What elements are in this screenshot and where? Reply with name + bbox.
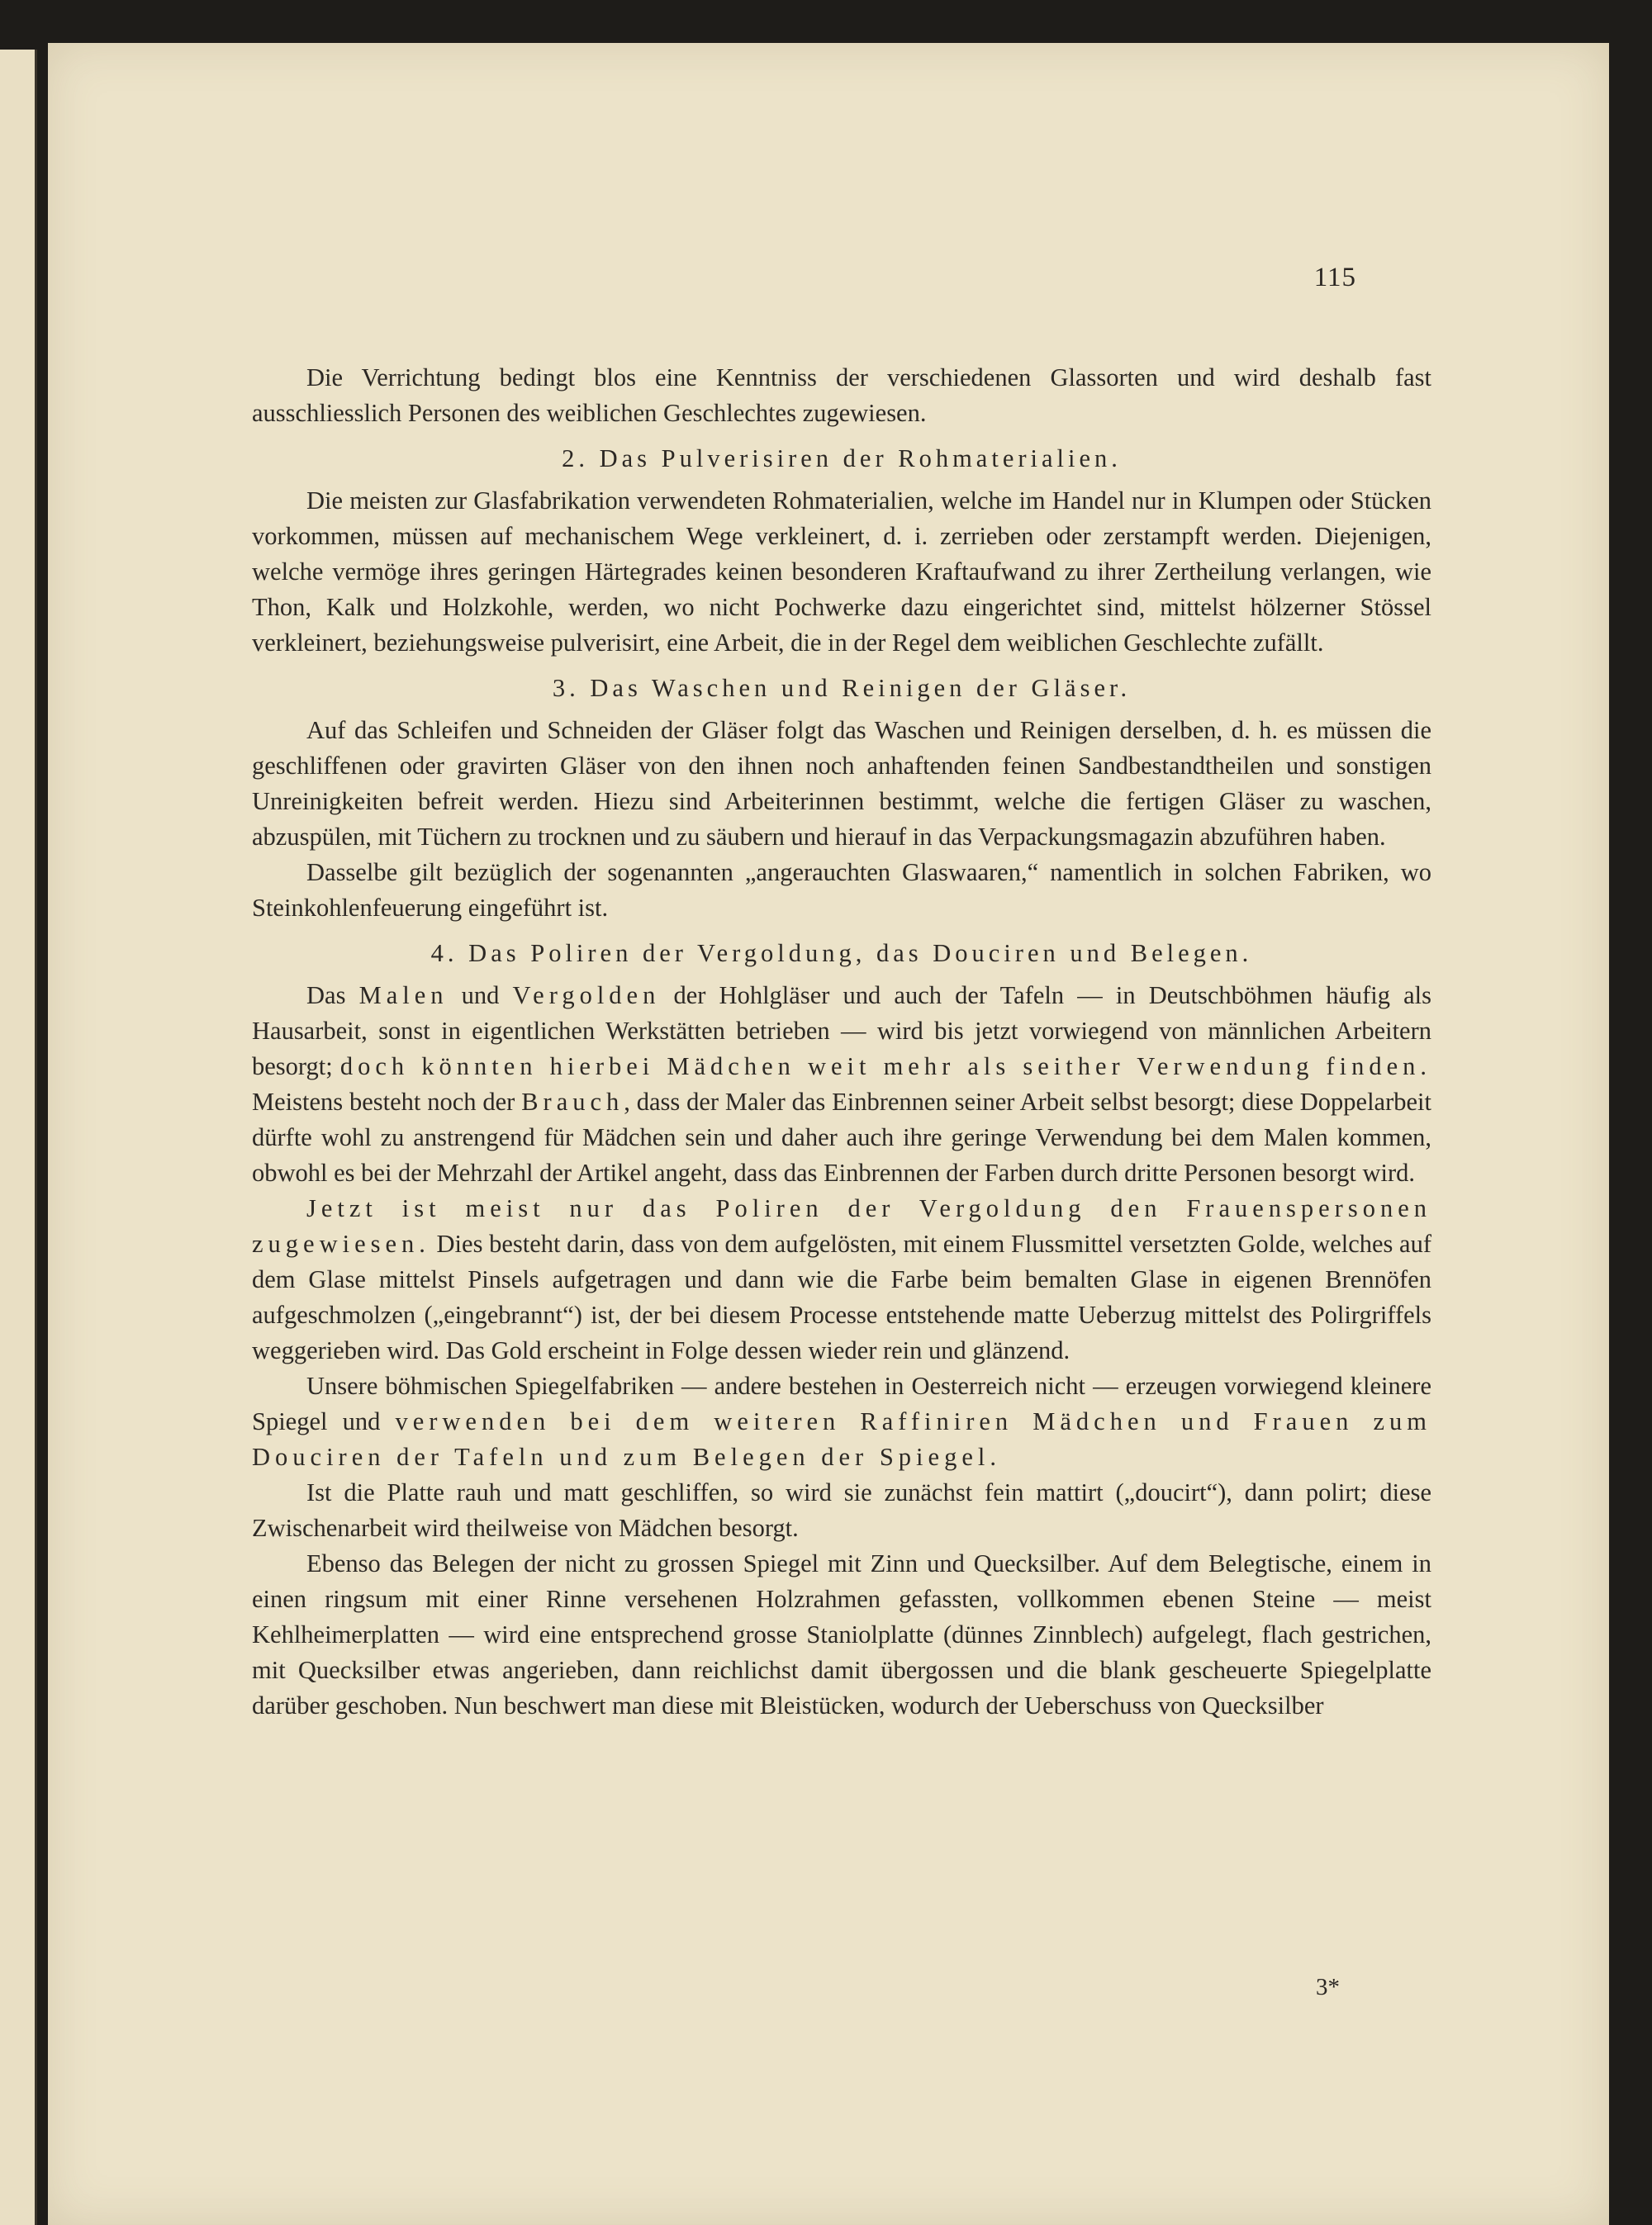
paragraph-spiegelfabriken: Unsere böhmischen Spiegelfabriken — andere bestehen in Oesterreich nicht — erzeugen vorwiegend kleinere Spiegel und verwenden bei dem weiteren Raffiniren Mädchen und Frauen zum Douciren der Tafeln und zum Belegen der Spiegel. (252, 1372, 1431, 1471)
emphasis-vergolden: Vergolden (512, 981, 661, 1009)
emphasis-raffiniren: verwenden bei dem weiteren Raffiniren Mädchen und Frauen zum Douciren der Tafeln und zum Belegen der Spiegel. (252, 1407, 1431, 1471)
book-page (48, 43, 1609, 2225)
emphasis-maedchen: doch könnten hierbei Mädchen weit mehr als seither Verwendung finden. (339, 1052, 1431, 1080)
paragraph-poliren: Jetzt ist meist nur das Poliren der Vergoldung den Frauenspersonen zugewiesen. Dies besteht darin, dass von dem aufgelösten, mit einem Flussmittel versetzten Golde, welches auf dem Glase mittelst Pinsels aufgetragen und dann wie die Farbe beim bemalten Glase in eigenen Brennöfen aufgeschmolzen („eingebrannt“) ist, der bei diesem Processe entstehende matte Ueberzug mittelst des Polirgriffels weggerieben wird. Das Gold erscheint in Folge dessen wieder rein und glänzend. (252, 1194, 1431, 1364)
emphasis-brauch: Brauch (521, 1088, 624, 1116)
emphasis-poliren: Jetzt ist meist nur das Poliren der Vergoldung den Frauenspersonen zugewiesen. (252, 1194, 1431, 1258)
signature-mark: 3* (1316, 1974, 1340, 2000)
paragraph-malen: Das Malen und Vergolden der Hohlgläser und auch der Tafeln — in Deutschböhmen häufig als Hausarbeit, sonst in eigentlichen Werkstätten betrieben — wird bis jetzt vorwiegend von männlichen Arbeitern besorgt; doch könnten hierbei Mädchen weit mehr als seither Verwendung finden. Meistens besteht noch der Brauch, dass der Maler das Einbrennen seiner Arbeit selbst besorgt; diese Doppelarbeit dürfte wohl zu anstrengend für Mädchen sein und daher auch ihre geringe Verwendung bei dem Malen kommen, obwohl es bei der Mehrzahl der Artikel angeht, dass das Einbrennen der Farben durch dritte Personen besorgt wird. (252, 981, 1432, 1187)
page-body (252, 360, 1431, 1724)
paragraph-belegen: Ebenso das Belegen der nicht zu grossen Spiegel mit Zinn und Quecksilber. Auf dem Belegtische, einem in einen ringsum mit einer Rinne versehenen Holzrahmen gefassten, vollkommen ebenen Steine — meist Kehlheimerplatten — wird eine entsprechend grosse Staniolplatte (dünnes Zinnblech) aufgelegt, flach gestrichen, mit Quecksilber etwas angerieben, dann reichlichst damit übergossen und die blank gescheuerte Spiegelplatte darüber geschoben. Nun beschwert man diese mit Bleistücken, wodurch der Ueberschuss von Quecksilber (252, 1549, 1431, 1720)
previous-page-edge (0, 50, 37, 2225)
paragraph-platte: Ist die Platte rauh und matt geschliffen, so wird sie zunächst fein mattirt („doucirt“), dann polirt; diese Zwischenarbeit wird theilweise von Mädchen besorgt. (252, 1478, 1431, 1542)
emphasis-malen: Malen (358, 981, 449, 1009)
section-heading-2: 2. Das Pulverisiren der Rohmaterialien. (562, 444, 1122, 472)
paragraph-angerauchte: Dasselbe gilt bezüglich der sogenannten „angerauchten Glaswaaren,“ namentlich in solchen Fabriken, wo Steinkohlenfeuerung eingeführt ist. (252, 858, 1431, 922)
section-heading-4: 4. Das Poliren der Vergoldung, das Douciren und Belegen. (430, 939, 1253, 967)
paragraph-intro: Die Verrichtung bedingt blos eine Kenntniss der verschiedenen Glassorten und wird deshalb fast ausschliesslich Personen des weiblichen Geschlechtes zugewiesen. (252, 363, 1431, 427)
page-number: 115 (1313, 263, 1356, 292)
paragraph-waschen: Auf das Schleifen und Schneiden der Gläser folgt das Waschen und Reinigen derselben, d. h. es müssen die geschliffenen oder gravirten Gläser von den ihnen noch anhaftenden feinen Sandbestandtheilen und sonstigen Unreinigkeiten befreit werden. Hiezu sind Arbeiterinnen bestimmt, welche die fertigen Gläser zu waschen, abzuspülen, mit Tüchern zu trocknen und zu säubern und hierauf in das Verpackungsmagazin abzuführen haben. (252, 716, 1431, 851)
section-heading-3: 3. Das Waschen und Reinigen der Gläser. (552, 674, 1132, 702)
paragraph-pulverisiren: Die meisten zur Glasfabrikation verwendeten Rohmaterialien, welche im Handel nur in Klumpen oder Stücken vorkommen, müssen auf mechanischem Wege verkleinert, d. i. zerrieben oder zerstampft werden. Diejenigen, welche vermöge ihres geringen Härtegrades keinen besonderen Kraftaufwand zu ihrer Zertheilung verlangen, wie Thon, Kalk und Holzkohle, werden, wo nicht Pochwerke dazu eingerichtet sind, mittelst hölzerner Stössel verkleinert, beziehungsweise pulverisirt, eine Arbeit, die in der Regel dem weiblichen Geschlechte zufällt. (252, 486, 1431, 657)
